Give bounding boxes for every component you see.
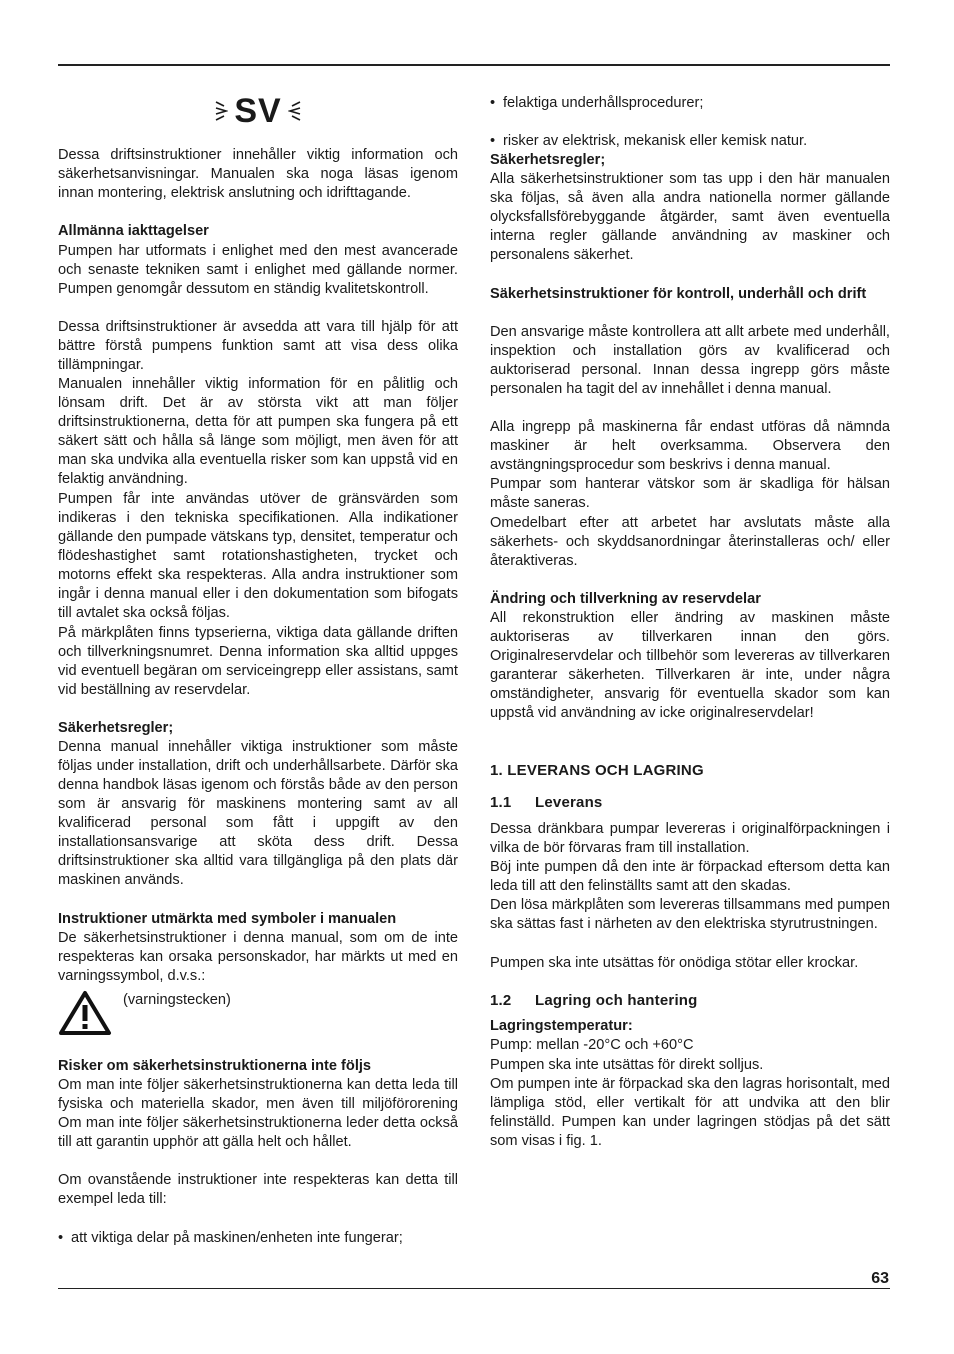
right-deco-icon — [288, 98, 302, 124]
language-code: SV — [234, 91, 282, 130]
section-1-2-title: Lagring och hantering — [535, 992, 698, 1009]
parts-paragraph: All rekonstruktion eller ändring av maskinen måste auktoriseras av tillverkaren innan den görs. Originalreservdelar och tillbehör som levereras av tillverkaren garanterar säkerheten. Tillverkaren är inte, under några omständigheter, ansvarig för eventuella skador som kan uppstå vid användning av icke originalreservdelar! — [490, 610, 890, 721]
section-1-1-heading — [490, 793, 890, 812]
intro-paragraph: Dessa driftsinstruktioner innehåller viktig information och säkerhetsanvisningar. Manualen ska noga läsas igenom innan montering, elektrisk anslutning och idrifttagande. — [58, 147, 458, 201]
section-1-number: 1. — [490, 762, 503, 779]
section-1-title: LEVERANS OCH LAGRING — [507, 762, 704, 779]
risks-paragraph-2: Om ovanstående instruktioner inte respekteras kan detta till exempel leda till: — [58, 1172, 458, 1207]
delivery-paragraph-2: Böj inte pumpen då den inte är förpackad eftersom detta kan leda till att den felinställts samt att den skadas. — [490, 859, 890, 894]
general-paragraph-4: Pumpen får inte användas utöver de gränsvärden som indikeras i den tekniska specifikationen. Alla indikationer gällande den pumpade vätskans typ, densitet, temperatur och flödeshastighet samt rotationshastigheten, trycket och motorns effekt ska respekteras. Alla andra instruktioner som ingår i denna manual eller i den dokumentation som bifogats till avtalet ska också följas. — [58, 491, 458, 621]
right-column — [490, 0, 890, 1149]
header-rule — [58, 64, 890, 66]
control-paragraph-2: Alla ingrepp på maskinerna får endast utföras då nämnda maskiner är helt overksamma. Observera den avstängningsprocedur som beskrivs i denna manual. — [490, 419, 890, 473]
storage-paragraph-1: Pump: mellan -20°C och +60°C — [490, 1037, 694, 1053]
symbols-heading: Instruktioner utmärkta med symboler i manualen — [58, 911, 397, 927]
control-paragraph-4: Omedelbart efter att arbetet har avslutats måste alla säkerhets- och skyddsanordningar återinstalleras och/ eller återaktiveras. — [490, 515, 890, 569]
control-paragraph-1: Den ansvarige måste kontrollera att allt arbete med underhåll, inspektion och installation görs av kvalificerad och auktoriserad personal. Innan dessa ingrepp görs måste personalen ha tagit del av innehållet i denna manual. — [490, 324, 890, 397]
section-1-2-heading — [490, 991, 890, 1010]
risks-bullet-3: • risker av elektrisk, mekanisk eller kemisk natur. — [490, 132, 903, 151]
general-paragraph-2: Dessa driftsinstruktioner är avsedda att vara till hjälp för att bättre förstå pumpens funktion samt att visa dess olika tillämpningar. — [58, 319, 458, 373]
section-1-1-title: Leverans — [535, 794, 603, 811]
left-deco-icon — [214, 98, 228, 124]
safety-paragraph-2: Alla säkerhetsinstruktioner som tas upp i den här manualen ska följas, så även alla andra nationella normer gällande olycksfallsförebyggande åtgärder, samt även eventuella interna regler gällande användning av maskiner och personalens säkerhet. — [490, 171, 890, 263]
risks-bullet-2: • felaktiga underhållsprocedurer; — [490, 94, 903, 113]
general-paragraph-3: Manualen innehåller viktig information för en pålitlig och lönsam drift. Det är av största vikt att man följer driftsinstruktionerna, detta för att pumpen ska fungera på ett säkert sätt och hålla så länge som möjligt, men även för att man ska undvika alla eventuella risker som kan uppstå vid en felaktig användning. — [58, 376, 458, 487]
general-paragraph-5: På märkplåten finns typserierna, viktiga data gällande driften och tillverkningsnumret. Denna information ska alltid uppges vid eventuell begäran om serviceingrepp eller assistans, samt vid beställning av reservdelar. — [58, 625, 458, 698]
risks-heading: Risker om säkerhetsinstruktionerna inte följs — [58, 1058, 372, 1074]
storage-paragraph-3: Om pumpen inte är förpackad ska den lagras horisontalt, med lämpliga stöd, eller vertikalt för att undvika att den blir felinställd. Pumpen kan under lagringen stödjas på det sätt som visas i fig. 1. — [490, 1076, 890, 1149]
symbols-paragraph: De säkerhetsinstruktioner i denna manual, som om de inte respekteras kan orsaka personskador, har märkts ut med en varningssymbol, d.v.s.: — [58, 930, 458, 984]
section-1-heading — [490, 761, 890, 780]
storage-paragraph-2: Pumpen ska inte utsättas för direkt solljus. — [490, 1057, 764, 1073]
safety-paragraph: Denna manual innehåller viktiga instruktioner som måste följas under installation, drift och underhållsarbete. Därför ska denna handbok läsas igenom och förstås både av den person som är ansvarig för maskinens montering samt av all kvalificerad personal som fått i uppgift av den installationsansvarige att sköta dess drift. Dessa driftsinstruktioner ska alltid vara tillgängliga på den plats där maskinen används. — [58, 739, 458, 888]
page-number: 63 — [871, 1270, 889, 1287]
general-heading: Allmänna iakttagelser — [58, 223, 209, 239]
footer-rule — [58, 1288, 890, 1289]
language-badge — [210, 90, 306, 132]
storage-temp-heading: Lagringstemperatur: — [490, 1018, 633, 1034]
general-paragraph-1: Pumpen har utformats i enlighet med den mest avancerade och senaste tekniken samt i enlighet med gällande normer. Pumpen genomgår dessutom en ständig kvalitetskontroll. — [58, 243, 458, 297]
delivery-paragraph-3: Den lösa märkplåten som levereras tillsammans med pumpen ska sättas fast i närheten av den elektriska styrutrustningen. — [490, 897, 890, 932]
risks-bullet-1: • att viktiga delar på maskinen/enheten inte fungerar; — [58, 1229, 471, 1248]
safety-heading-2: Säkerhetsregler; — [490, 152, 606, 168]
risks-paragraph-1: Om man inte följer säkerhetsinstruktionerna kan detta leda till fysiska och materiella skador, men även till miljöförorening Om man inte följer säkerhetsinstruktionerna leder detta också till att garantin upphör att gälla helt och hållet. — [58, 1077, 458, 1150]
control-heading: Säkerhetsinstruktioner för kontroll, underhåll och drift — [490, 286, 867, 302]
safety-heading: Säkerhetsregler; — [58, 720, 174, 736]
section-1-1-number: 1.1 — [490, 794, 512, 811]
delivery-paragraph-4: Pumpen ska inte utsättas för onödiga stötar eller krockar. — [490, 955, 859, 971]
warning-triangle-icon — [58, 990, 112, 1036]
section-1-2-number: 1.2 — [490, 992, 512, 1009]
parts-heading: Ändring och tillverkning av reservdelar — [490, 591, 761, 607]
warning-label: (varningstecken) — [123, 992, 231, 1008]
delivery-paragraph-1: Dessa dränkbara pumpar levereras i originalförpackningen i vilka de bör förvaras fram till installation. — [490, 821, 890, 856]
control-paragraph-3: Pumpar som hanterar vätskor som är skadliga för hälsan måste saneras. — [490, 476, 890, 511]
